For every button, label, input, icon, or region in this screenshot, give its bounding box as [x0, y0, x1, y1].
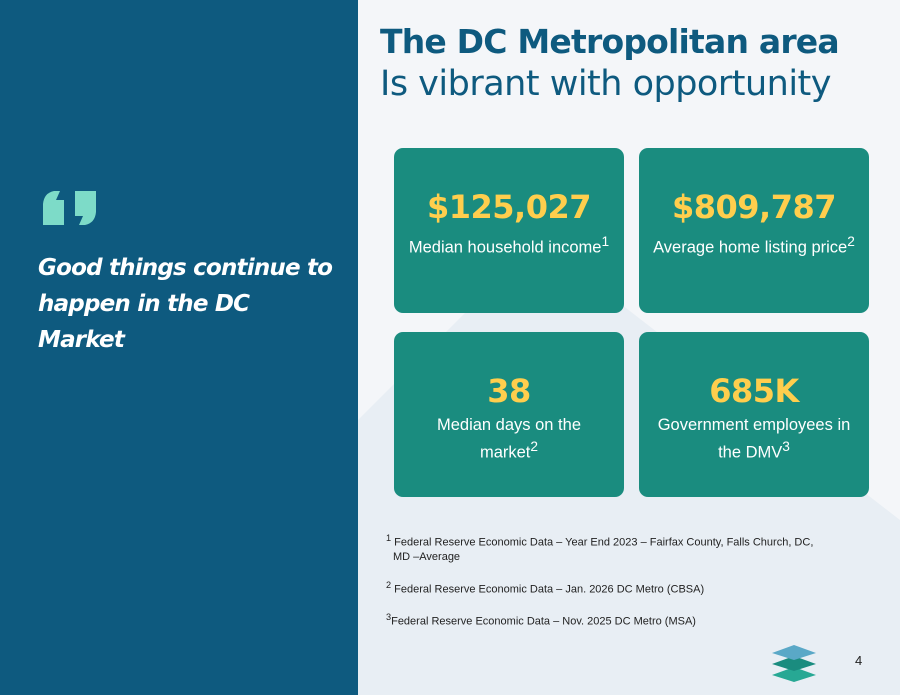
left-panel	[0, 0, 358, 695]
stat-card-days-on-market	[394, 332, 624, 497]
page-subtitle: Is vibrant with opportunity	[380, 64, 831, 104]
footnote-marker: 3	[782, 439, 790, 454]
stat-label: Median household income$^1$	[408, 234, 610, 257]
footnote-3: $^3$Federal Reserve Economic Data – Nov. 2025 DC Metro (MSA)	[386, 612, 696, 628]
stat-value: $125,027	[426, 188, 591, 226]
footnote-2: $^2$ Federal Reserve Economic Data – Jan. 2026 DC Metro (CBSA)	[386, 579, 705, 596]
footnote-marker: 2	[847, 234, 855, 249]
stat-card-gov-employees	[639, 332, 869, 497]
layers-logo-icon	[770, 638, 818, 682]
page-number: 4	[855, 653, 863, 668]
stat-value: 685K	[709, 372, 799, 410]
stat-label: Government employees in the DMV$^3$	[657, 416, 851, 462]
quote-icon	[40, 190, 98, 226]
stat-card-home-price	[639, 148, 869, 313]
stat-label: Average home listing price$^2$	[653, 234, 855, 257]
stat-value: 38	[487, 372, 531, 410]
stat-value: $809,787	[671, 188, 836, 226]
footnote-marker: 1	[601, 234, 610, 249]
page-title: The DC Metropolitan area	[380, 22, 839, 61]
footnote-marker: 2	[530, 439, 539, 454]
footnotes	[386, 531, 826, 643]
footnote-1: $^1$ Federal Reserve Economic Data – Year End 2023 – Fairfax County, Falls Church, DC, MD –Average	[386, 533, 814, 563]
stat-card-household-income	[394, 148, 624, 313]
sidebar-quote: Good things continue to happen in the DC Market	[38, 255, 333, 353]
stat-label: Median days on the market$^2$	[436, 416, 581, 462]
